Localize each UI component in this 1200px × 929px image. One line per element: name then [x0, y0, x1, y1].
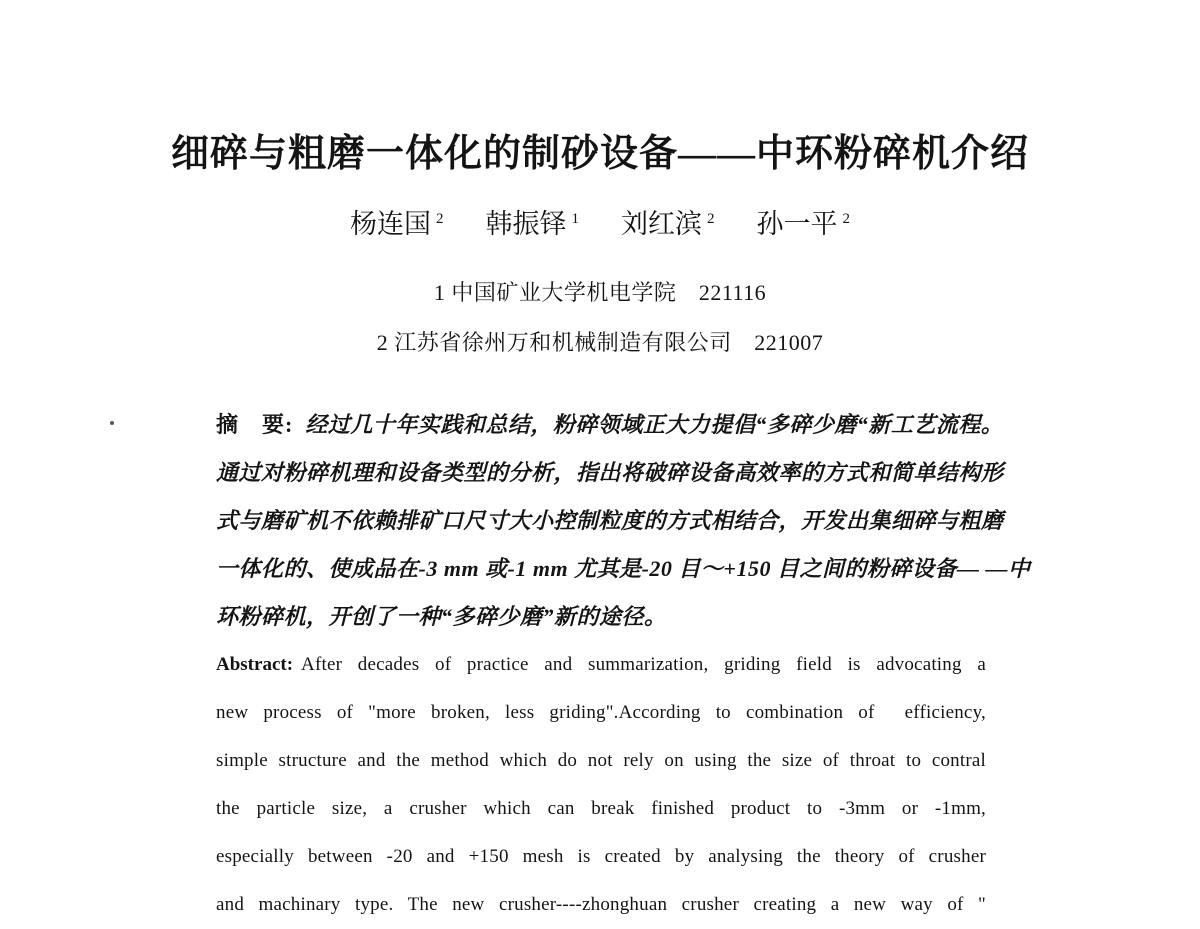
affiliation-line-2: 2 江苏省徐州万和机械制造有限公司 221007	[376, 330, 824, 355]
abstract-en-line: and machinary type. The new crusher----zhonghuan crusher creating a new way of "	[216, 894, 986, 915]
author	[486, 202, 580, 241]
author-superscript: 2	[842, 211, 850, 227]
paper-title: 细碎与粗磨一体化的制砂设备——中环粉碎机介绍	[170, 133, 1029, 175]
abstract-en-label: Abstract:	[216, 654, 294, 675]
abstract-cn-line: 式与磨矿机不依赖排矿口尺寸大小控制粒度的方式相结合，开发出集细碎与粗磨	[216, 508, 1004, 533]
abstract-en-line: the particle size, a crusher which can break finished product to -3mm or -1mm,	[216, 798, 986, 819]
abstract-en-line	[216, 641, 986, 689]
abstract-en-text: After decades of practice and summarization, griding field is advocating a	[301, 654, 986, 675]
author-name: 刘红滨	[621, 209, 702, 239]
author	[350, 202, 444, 241]
abstract-cn-label: 摘 要:	[216, 412, 294, 437]
author-superscript: 2	[707, 211, 715, 227]
abstract-en-line: especially between -20 and +150 mesh is created by analysing the theory of crusher	[216, 846, 986, 867]
author	[757, 202, 851, 241]
author-name: 杨连国	[350, 209, 431, 239]
author-name: 韩振铎	[485, 209, 567, 239]
affiliation-line-1: 1 中国矿业大学机电学院 221116	[433, 280, 767, 305]
abstract-cn-line: 一体化的、使成品在-3 mm 或-1 mm 尤其是-20 目～+150 目之间的粉碎设备— —中	[216, 556, 1031, 581]
authors-line	[0, 202, 1200, 241]
abstract-block	[216, 401, 1031, 929]
abstract-cn-text: 经过几十年实践和总结，粉碎领域正大力提倡“多碎少磨“新工艺流程。	[305, 412, 1004, 437]
scan-speck	[110, 421, 114, 425]
abstract-en-line: new process of "more broken, less griding".According to combination of efficiency,	[216, 702, 986, 723]
author	[621, 202, 715, 241]
abstract-cn-line: 通过对粉碎机理和设备类型的分析，指出将破碎设备高效率的方式和简单结构形	[216, 460, 1004, 485]
abstract-cn-line	[216, 401, 1004, 449]
author-superscript: 1	[571, 211, 579, 227]
author-name: 孙一平	[756, 209, 838, 239]
abstract-en-line: simple structure and the method which do not rely on using the size of throat to contral	[216, 750, 986, 771]
author-superscript: 2	[436, 211, 444, 227]
abstract-cn-line: 环粉碎机，开创了一种“多碎少磨”新的途径。	[216, 604, 667, 629]
